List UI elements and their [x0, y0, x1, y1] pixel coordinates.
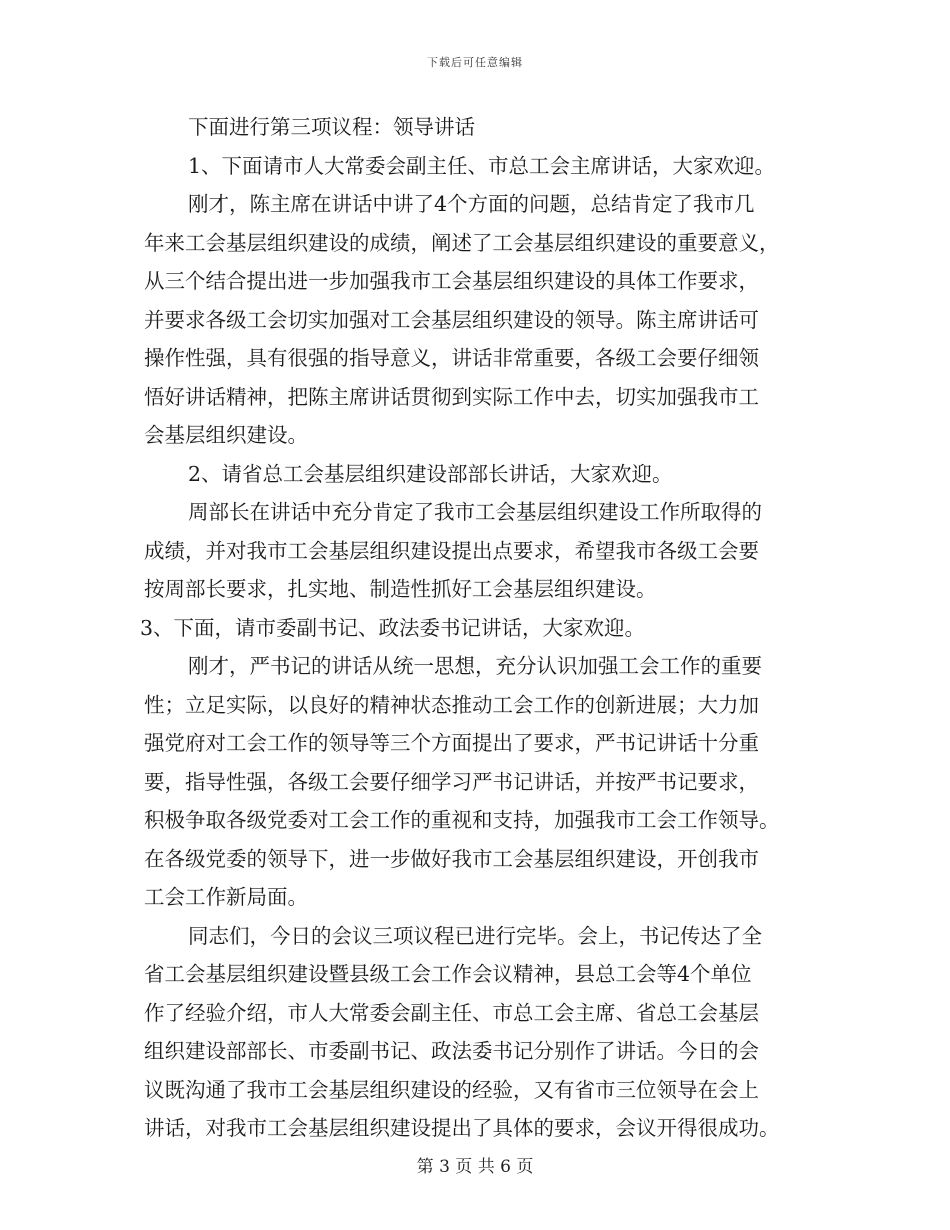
text-line: 并要求各级工会切实加强对工会基层组织建设的领导。陈主席讲话可	[144, 307, 759, 332]
document-body	[140, 108, 809, 1148]
text-line: 成绩，并对我市工会基层组织建设提出点要求，希望我市各级工会要	[144, 538, 759, 563]
text-line: 积极争取各级党委对工会工作的重视和支持，加强我市工会工作领导。	[144, 808, 780, 832]
text-line: 周部长在讲话中充分肯定了我市工会基层组织建设工作所取得的	[188, 500, 762, 524]
text-line: 下面进行第三项议程：领导讲话	[188, 115, 475, 139]
text-line: 年来工会基层组织建设的成绩，阐述了工会基层组织建设的重要意义，	[144, 230, 780, 255]
text-line: 作了经验介绍，市人大常委会副主任、市总工会主席、省总工会基层	[144, 1000, 759, 1025]
text-line: 1、下面请市人大常委会副主任、市总工会主席讲话，大家欢迎。	[188, 153, 776, 178]
text-line: 刚才，陈主席在讲话中讲了4个方面的问题，总结肯定了我市几	[188, 192, 755, 216]
text-line: 从三个结合提出进一步加强我市工会基层组织建设的具体工作要求，	[144, 269, 759, 293]
text-line: 要，指导性强，各级工会要仔细学习严书记讲话，并按严书记要求，	[144, 769, 759, 794]
text-line: 在各级党委的领导下，进一步做好我市工会基层组织建设，开创我市	[144, 846, 759, 871]
text-line: 3、下面，请市委副书记、政法委书记讲话，大家欢迎。	[140, 615, 646, 640]
text-line: 会基层组织建设。	[144, 423, 308, 447]
text-line: 按周部长要求，扎实地、制造性抓好工会基层组织建设。	[144, 577, 657, 601]
text-line: 2、请省总工会基层组织建设部部长讲话，大家欢迎。	[188, 461, 673, 486]
text-line: 讲话，对我市工会基层组织建设提出了具体的要求，会议开得很成功。	[144, 1116, 780, 1140]
page-number-footer: 第 3 页 共 6 页	[416, 1157, 534, 1177]
text-line: 组织建设部部长、市委副书记、政法委书记分别作了讲话。今日的会	[144, 1039, 759, 1063]
text-line: 强党府对工会工作的领导等三个方面提出了要求，严书记讲话十分重	[144, 731, 759, 755]
page-header: 下载后可任意编辑	[427, 56, 523, 69]
text-line: 同志们，今日的会议三项议程已进行完毕。会上，书记传达了全	[188, 923, 762, 948]
text-line: 工会工作新局面。	[144, 885, 308, 909]
text-line: 议既沟通了我市工会基层组织建设的经验，又有省市三位领导在会上	[144, 1077, 759, 1102]
text-line: 性；立足实际，以良好的精神状态推动工会工作的创新进展；大力加	[144, 692, 759, 717]
text-line: 操作性强，具有很强的指导意义，讲话非常重要，各级工会要仔细领	[144, 346, 759, 370]
text-line: 省工会基层组织建设暨县级工会工作会议精神，县总工会等4个单位	[144, 962, 752, 986]
text-line: 悟好讲话精神，把陈主席讲话贯彻到实际工作中去，切实加强我市工	[144, 384, 759, 409]
text-line: 刚才，严书记的讲话从统一思想，充分认识加强工会工作的重要	[188, 654, 762, 678]
